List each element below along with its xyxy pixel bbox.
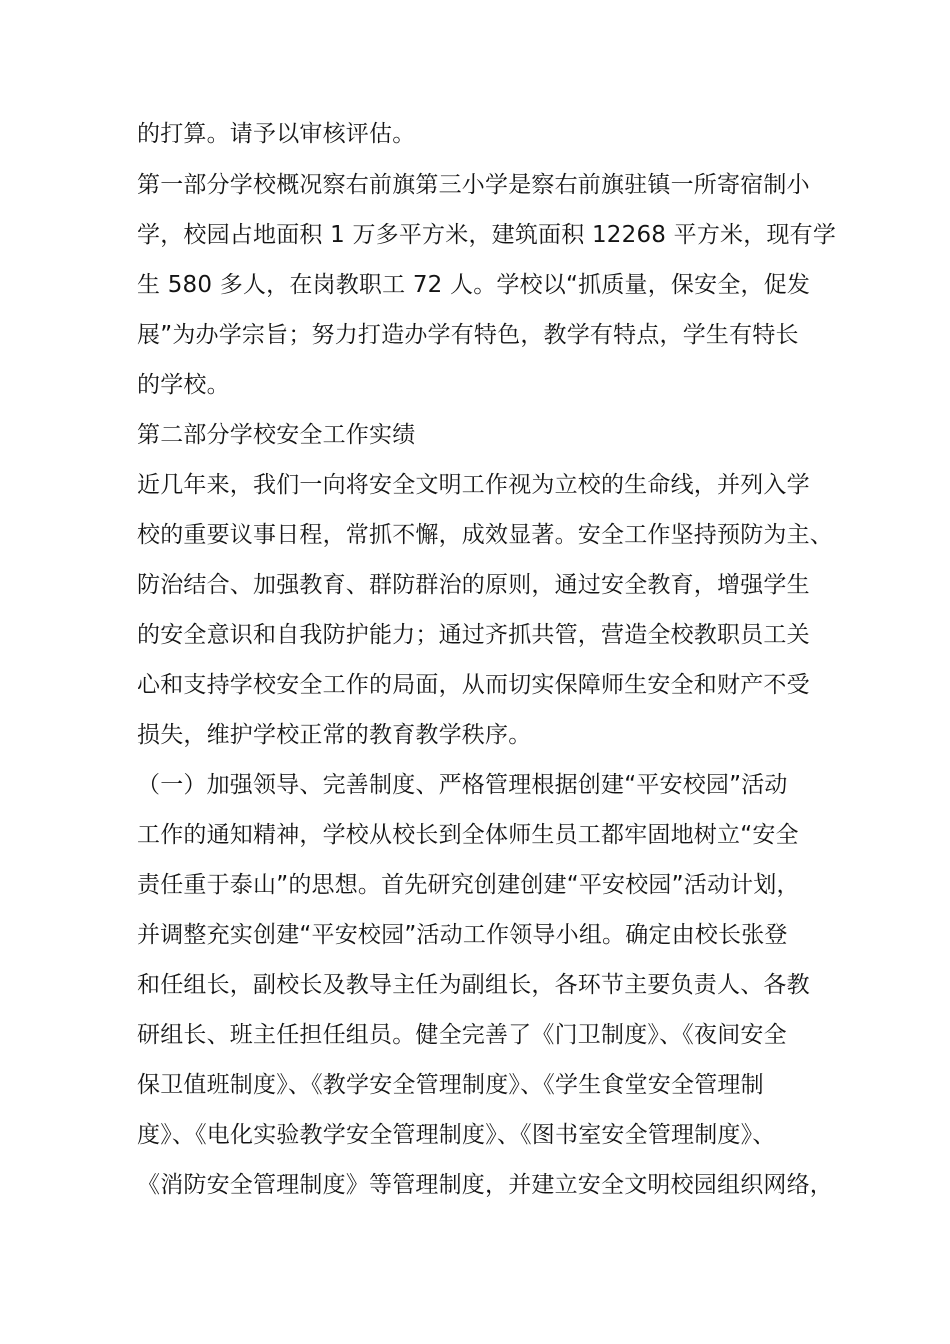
text-line: 生 580 多人，在岗教职工 72 人。学校以“抓质量，保安全，促发 (137, 272, 811, 298)
text-line: 损失，维护学校正常的教育教学秩序。 (137, 722, 532, 748)
text-line: （一）加强领导、完善制度、严格管理根据创建“平安校园”活动 (137, 772, 788, 798)
text-line: 心和支持学校安全工作的局面，从而切实保障师生安全和财产不受 (137, 672, 810, 698)
text-line: 的打算。请予以审核评估。 (137, 121, 416, 147)
text-line: 防治结合、加强教育、群防群治的原则，通过安全教育，增强学生 (137, 572, 810, 598)
text-line: 工作的通知精神，学校从校长到全体师生员工都牢固地树立“安全 (137, 822, 799, 848)
text-line: 研组长、班主任担任组员。健全完善了《门卫制度》、《夜间安全 (137, 1022, 787, 1048)
text-line: 保卫值班制度》、《教学安全管理制度》、《学生食堂安全管理制 (137, 1072, 764, 1098)
text-line: 近几年来，我们一向将安全文明工作视为立校的生命线，并列入学 (137, 472, 810, 498)
section-heading: 第二部分学校安全工作实绩 (137, 422, 416, 448)
text-line: 度》、《电化实验教学安全管理制度》、《图书室安全管理制度》、 (137, 1122, 776, 1148)
text-line: 第一部分学校概况察右前旗第三小学是察右前旗驻镇一所寄宿制小 (137, 172, 810, 198)
text-line: 并调整充实创建“平安校园”活动工作领导小组。确定由校长张登 (137, 922, 788, 948)
text-line: 责任重于泰山”的思想。首先研究创建创建“平安校园”活动计划， (137, 872, 800, 898)
text-line: 校的重要议事日程，常抓不懈，成效显著。安全工作坚持预防为主、 (137, 522, 833, 548)
text-line: 和任组长，副校长及教导主任为副组长，各环节主要负责人、各教 (137, 972, 810, 998)
text-line: 学，校园占地面积 1 万多平方米，建筑面积 12268 平方米，现有学 (137, 222, 837, 248)
text-line: 《消防安全管理制度》等管理制度，并建立安全文明校园组织网络， (137, 1172, 833, 1198)
text-line: 的安全意识和自我防护能力；通过齐抓共管，营造全校教职员工关 (137, 622, 810, 648)
text-line: 展”为办学宗旨；努力打造办学有特色，教学有特点，学生有特长 (137, 322, 799, 348)
text-line: 的学校。 (137, 372, 230, 398)
